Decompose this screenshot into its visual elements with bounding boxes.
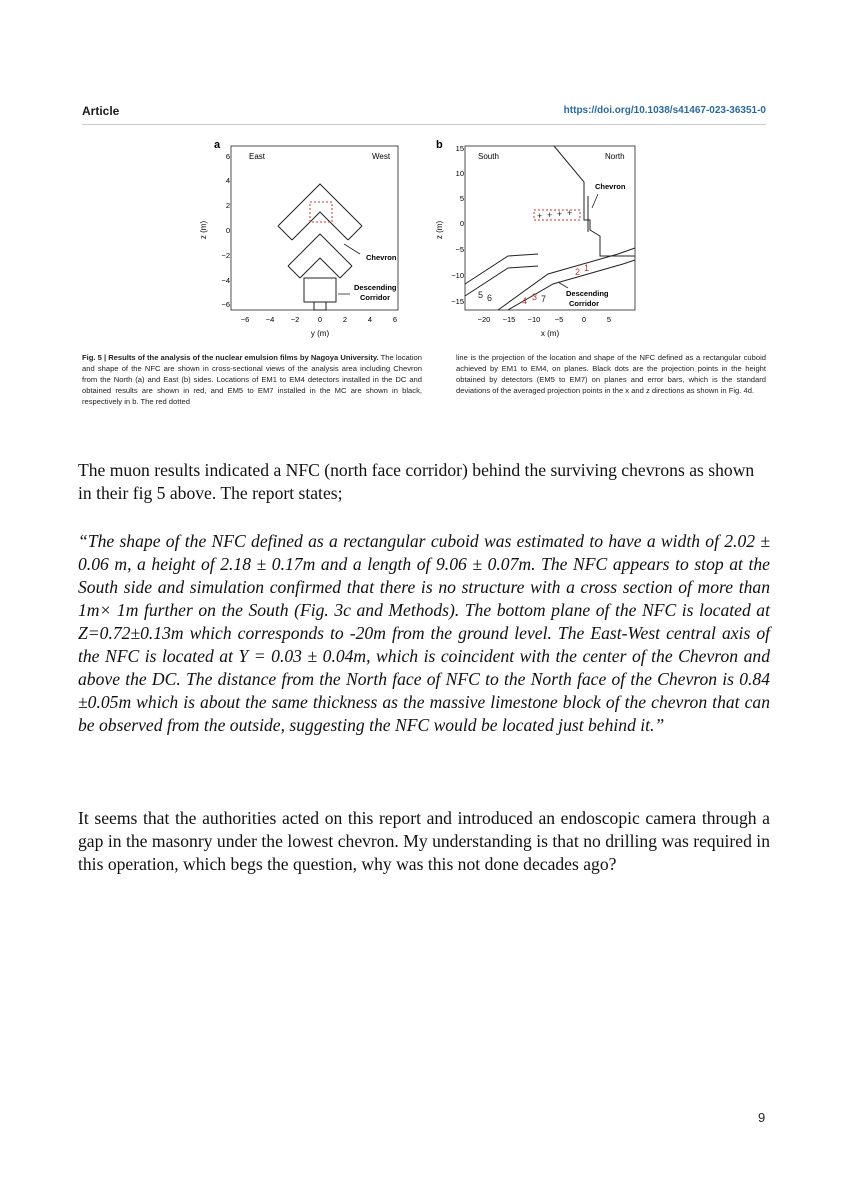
descending-corridor-rect — [304, 278, 336, 302]
x-tick: −6 — [240, 315, 250, 324]
y-tick: 5 — [459, 194, 464, 203]
caption-title: Fig. 5 | Results of the analysis of the nuclear emulsion films by Nagoya University. — [82, 353, 379, 362]
paragraph-intro: The muon results indicated a NFC (north face corridor) behind the surviving chevrons as shown in their fig 5 above. The report states; — [78, 459, 755, 503]
x-tick: 0 — [581, 315, 587, 324]
panel-a-corridor-label-1: Descending — [354, 283, 397, 292]
panel-a-x-label: y (m) — [310, 329, 330, 338]
lower-chevron-inner — [300, 258, 340, 278]
detector-7: 7 — [541, 294, 547, 304]
x-tick: −20 — [477, 315, 491, 324]
x-tick: −10 — [527, 315, 541, 324]
panel-a-west: West — [372, 152, 391, 161]
marker: + — [537, 211, 543, 221]
chevron-arrow — [592, 194, 598, 208]
upper-passage-lower — [465, 266, 538, 296]
north-face-outline — [554, 146, 635, 256]
panel-b-north: North — [605, 152, 625, 161]
panel-a-x-ticks — [241, 315, 397, 324]
detector-4: 4 — [522, 296, 528, 306]
panel-b-x-label: x (m) — [540, 329, 560, 338]
y-tick: 2 — [225, 201, 230, 210]
pyramid-section — [465, 146, 635, 310]
panel-a — [199, 139, 398, 338]
panel-a-east: East — [249, 152, 266, 161]
upper-chevron — [278, 184, 362, 226]
y-tick: −4 — [221, 276, 230, 285]
caption-left-text: The location and shape of the NFC are shown in cross-sectional views of the analysis area including Chevron from the North (a) and East (b) sides. Locations of EM1 to EM4 detectors installed in the DC and obtained results are shown in red, and EM5 to EM7 installed in the MC are shown in black, respectively in b. The red dotted — [82, 353, 423, 406]
panel-b-x-ticks — [478, 315, 611, 324]
upper-passage — [465, 254, 538, 284]
upper-chevron-inner — [292, 212, 348, 240]
detector-3: 3 — [532, 292, 538, 302]
x-tick: 4 — [367, 315, 373, 324]
y-tick: −10 — [451, 271, 464, 280]
panel-a-corridor-label-2: Corridor — [360, 293, 390, 302]
corridor-arrow — [558, 282, 568, 288]
descending-corridor-top — [498, 248, 635, 310]
x-tick: −15 — [502, 315, 516, 324]
marker: + — [547, 210, 553, 220]
detector-1: 1 — [584, 263, 590, 273]
figure-5 — [78, 96, 770, 430]
paragraph-quote: “The shape of the NFC defined as a rectangular cuboid was estimated to have a width of 2.02 ± 0.06 m, a height of 2.18 ± 0.17m and a length of 9.06 ± 0.07m. The NFC appears to stop at the South side and simulation confirmed that there is no structure with a cross section of more than 1m× 1m further on the South (Fig. 3c and Methods). The bottom plane of the NFC is located at Z=0.72±0.13m which corresponds to -20m from the ground level. The East-West central axis of the NFC is located at Y = 0.03 ± 0.04m, which is coincident with the center of the Chevron and above the DC. The distance from the North face of NFC to the North face of the Chevron is 0.84 ±0.05m which is about the same thickness as the massive limestone block of the chevron that can be observed from the outside, suggesting the NFC would be located just behind it.” — [78, 530, 770, 735]
chevron-edge — [340, 266, 352, 278]
panel-a-label: a — [214, 139, 221, 151]
panel-b-corridor-label-2: Corridor — [569, 299, 599, 308]
panel-b-corridor-label-1: Descending — [566, 289, 609, 298]
y-tick: 6 — [225, 152, 230, 161]
panel-a-y-ticks — [221, 152, 230, 309]
chevron-edge — [348, 226, 362, 240]
y-tick: 15 — [455, 144, 464, 153]
panel-a-chevron-label: Chevron — [366, 253, 397, 262]
corridor-base-rect — [314, 302, 326, 310]
detector-5: 5 — [478, 290, 484, 300]
chevron-edge — [278, 226, 292, 240]
detector-6: 6 — [487, 293, 493, 303]
panel-b-y-ticks — [451, 144, 464, 306]
x-tick: −2 — [290, 315, 300, 324]
figure-caption-left — [82, 352, 422, 407]
doi-link[interactable]: https://doi.org/10.1038/s41467-023-36351-0 — [563, 105, 766, 116]
panel-b-label: b — [436, 139, 443, 151]
panel-b-south: South — [478, 152, 499, 161]
y-tick: −6 — [221, 300, 230, 309]
paragraph-conclusion: It seems that the authorities acted on this report and introduced an endoscopic camera through a gap in the masonry under the lowest chevron. My understanding is that no drilling was required in this operation, which begs the question, why was this not done decades ago? — [78, 807, 770, 874]
article-label: Article — [82, 104, 120, 118]
x-tick: 2 — [342, 315, 348, 324]
y-tick: 0 — [459, 219, 464, 228]
lower-chevron — [288, 234, 352, 266]
x-tick: 0 — [317, 315, 323, 324]
marker: + — [557, 209, 563, 219]
marker: + — [567, 208, 573, 218]
x-tick: −5 — [554, 315, 564, 324]
x-tick: 6 — [392, 315, 398, 324]
figure-caption-right: line is the projection of the location and shape of the NFC defined as a rectangular cuboid achieved by EM1 to EM4, on planes. Black dots are the projection points in the height obtained by detectors (EM5 to EM7) on planes and error bars, which is the standard deviations of the averaged projection points in the x and z directions as shown in Fig. 4d. — [456, 353, 766, 395]
chevron-arrow — [344, 244, 360, 254]
x-tick: 5 — [606, 315, 612, 324]
y-tick: −2 — [221, 251, 230, 260]
panel-b — [435, 139, 635, 338]
y-tick: 0 — [225, 226, 230, 235]
chevron-edge — [288, 266, 300, 278]
panel-a-y-label: z (m) — [199, 220, 208, 240]
figure-header — [82, 104, 766, 120]
y-tick: −5 — [455, 245, 464, 254]
y-tick: 4 — [225, 176, 230, 185]
detector-2: 2 — [575, 267, 581, 277]
y-tick: −15 — [451, 297, 464, 306]
y-tick: 10 — [455, 169, 464, 178]
x-tick: −4 — [265, 315, 275, 324]
panel-b-chevron-label: Chevron — [595, 182, 626, 191]
panel-b-y-label: z (m) — [435, 220, 444, 240]
page-number: 9 — [758, 1110, 766, 1125]
header-divider — [82, 124, 766, 125]
